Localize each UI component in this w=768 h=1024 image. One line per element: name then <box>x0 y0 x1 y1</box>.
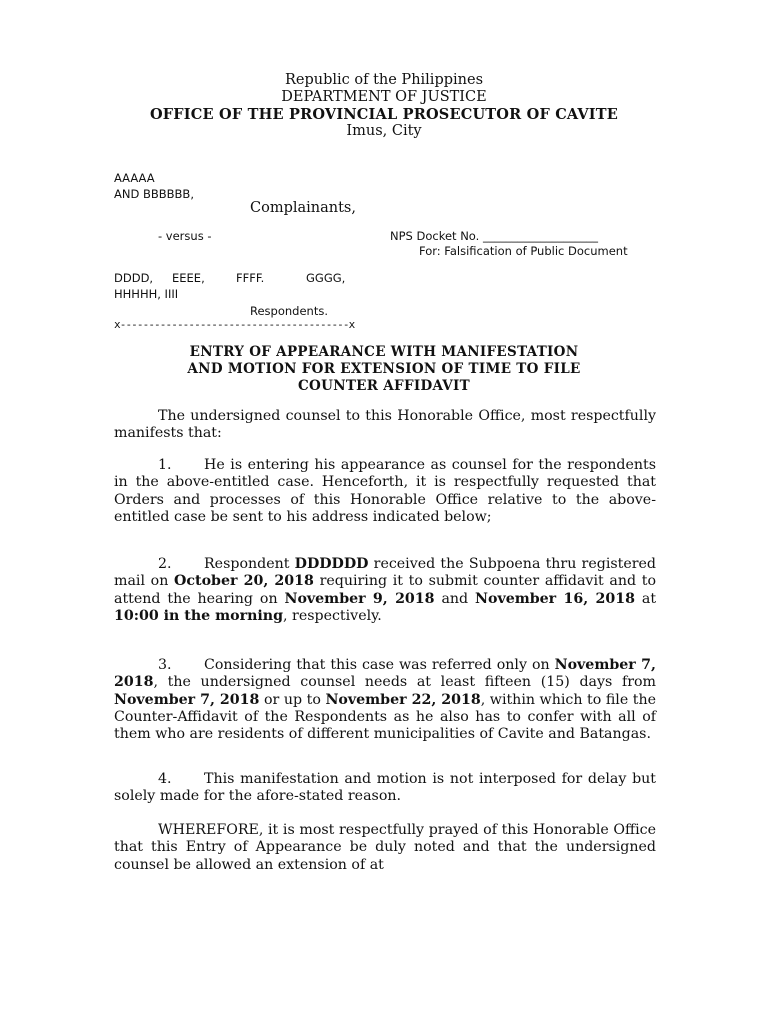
paragraph-3-text: , the undersigned counsel needs at least fifteen (15) days from <box>153 674 656 691</box>
header-location: Imus, City <box>346 123 422 139</box>
hearing-date-2: November 16, 2018 <box>475 590 635 607</box>
intro-text: The undersigned counsel to this Honorable Office, most respectfully manifests that: <box>114 408 656 442</box>
respondents-label: Respondents. <box>250 304 328 318</box>
respondent-name-2: EEEE, <box>172 271 205 285</box>
intro-paragraph <box>114 408 656 443</box>
respondent-names-line-2: HHHHH, IIII <box>114 287 179 301</box>
paragraph-4 <box>114 771 656 806</box>
date-received: October 20, 2018 <box>174 573 314 590</box>
referral-date: November 7, 2018 <box>114 657 656 691</box>
paragraph-3-text: , within which to file the Counter-Affidavit of the Respondents as he also has to confer with all of them who are residents of different municipalities of Cavite and Batangas. <box>114 691 657 743</box>
paragraph-3-text: or up to <box>259 691 326 708</box>
paragraph-2-text: , respectively. <box>283 607 382 624</box>
offense-label: For: Falsification of Public Document <box>419 244 628 258</box>
hearing-time: 10:00 in the morning <box>114 607 284 624</box>
respondent-name-3: FFFF. <box>236 271 265 285</box>
complainant-name-2: AND BBBBBB, <box>114 187 194 201</box>
paragraph-1-number: 1. <box>158 457 172 473</box>
caption-separator: x----------------------------------------x <box>114 318 355 331</box>
paragraph-3 <box>114 657 656 743</box>
paragraph-2-text: requiring it to submit counter affidavit and to attend the hearing on <box>114 573 656 607</box>
versus-label: - versus - <box>158 229 212 243</box>
paragraph-1 <box>114 457 656 526</box>
respondent-name-4: GGGG, <box>306 271 346 285</box>
paragraph-3-number: 3. <box>158 657 172 673</box>
title-line-1: ENTRY OF APPEARANCE WITH MANIFESTATION <box>189 344 579 360</box>
header-republic: Republic of the Philippines <box>284 72 484 88</box>
extension-end-date: November 22, 2018 <box>325 691 481 708</box>
prayer-paragraph <box>114 822 656 874</box>
prayer-text: WHEREFORE, it is most respectfully prayed of this Honorable Office that this Entry of Appearance be duly noted and that the undersigned counsel be allowed an extension of at <box>114 822 656 873</box>
paragraph-2 <box>114 556 656 625</box>
hearing-date-1: November 9, 2018 <box>284 590 435 607</box>
title-line-2: AND MOTION FOR EXTENSION OF TIME TO FILE <box>187 361 581 377</box>
docket-number: NPS Docket No. ____________________ <box>390 229 598 243</box>
complainant-name-1: AAAAA <box>114 171 155 185</box>
complainants-label: Complainants, <box>250 200 356 216</box>
paragraph-3-text: Considering that this case was referred only on <box>204 657 555 673</box>
header-department: DEPARTMENT OF JUSTICE <box>281 89 487 105</box>
paragraph-2-text: received the Subpoena thru registered mail on <box>114 556 656 590</box>
paragraph-4-number: 4. <box>158 771 172 787</box>
paragraph-4-text: This manifestation and motion is not interposed for delay but solely made for the afore-stated reason. <box>114 771 656 805</box>
extension-start-date: November 7, 2018 <box>114 691 260 708</box>
title-line-3: COUNTER AFFIDAVIT <box>298 378 470 394</box>
respondent-name-1: DDDD, <box>114 271 154 285</box>
paragraph-2-text: Respondent <box>204 556 295 572</box>
respondent-name-bold: DDDDDD <box>294 556 369 572</box>
header-office: OFFICE OF THE PROVINCIAL PROSECUTOR OF CAVITE <box>149 106 619 123</box>
paragraph-1-text: He is entering his appearance as counsel for the respondents in the above-entitled case. Henceforth, it is respectfully requested that Orders and processes of this Honorable Office relative to the above-entitled case be sent to his address indicated below; <box>114 457 656 525</box>
paragraph-2-text: and <box>434 590 476 607</box>
paragraph-2-text: at <box>634 590 657 607</box>
paragraph-2-number: 2. <box>158 556 172 572</box>
